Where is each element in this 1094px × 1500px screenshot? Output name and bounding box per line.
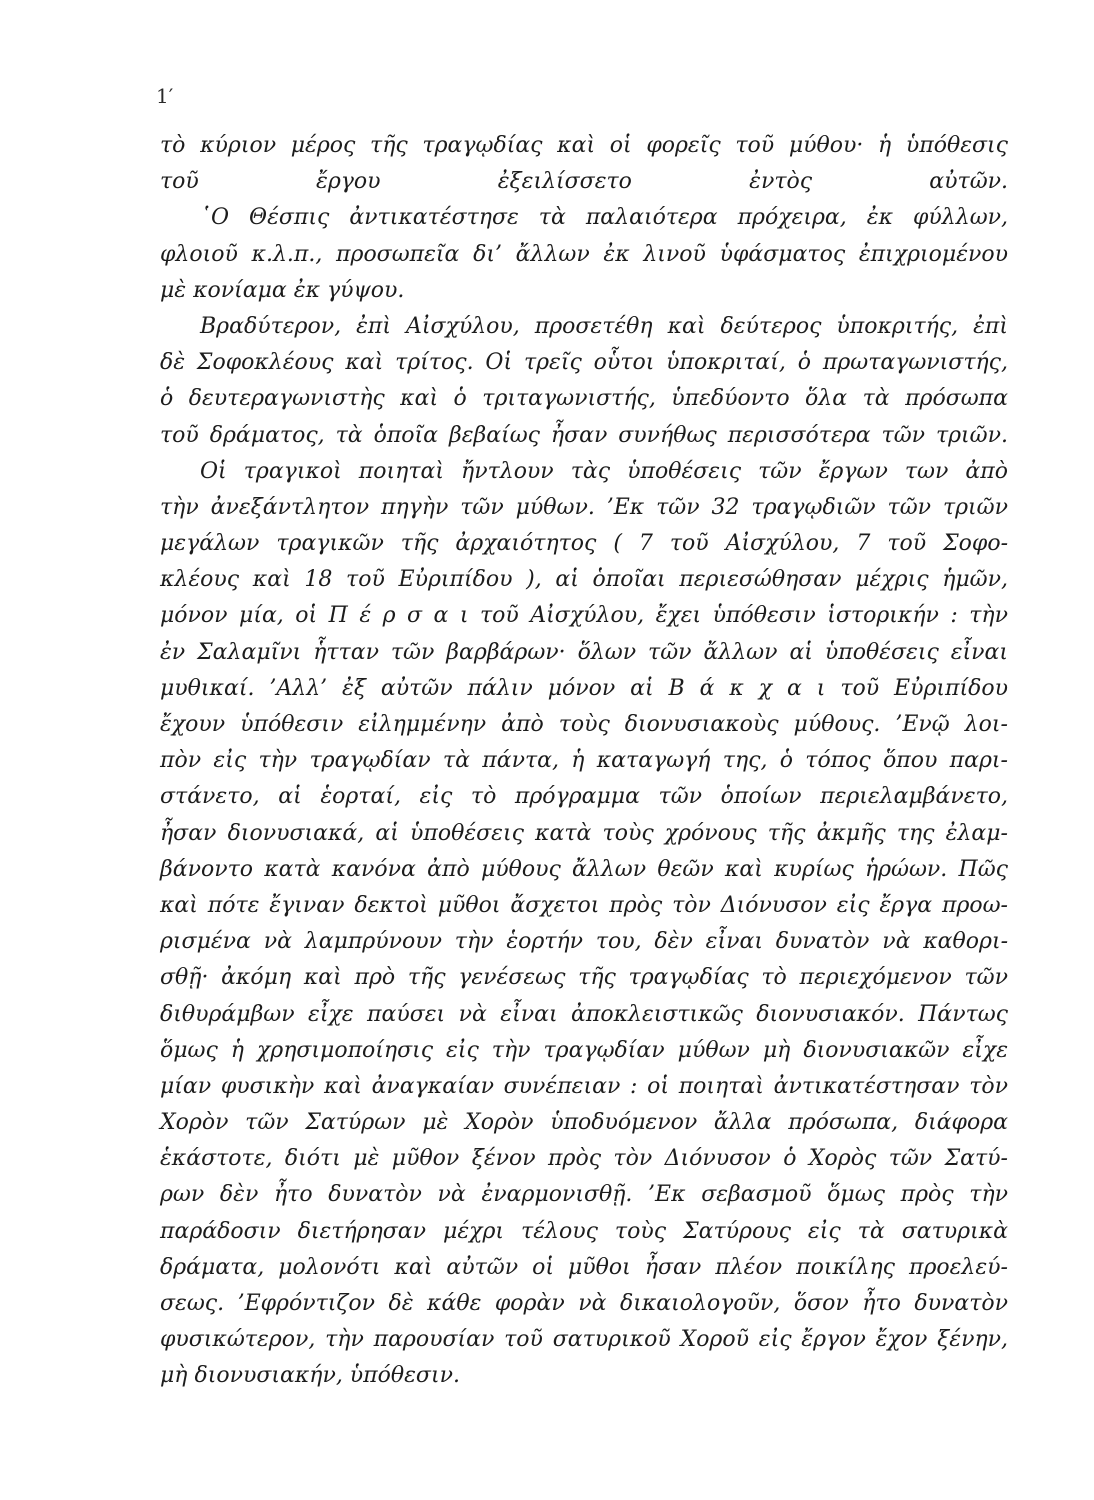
- text-line: φλοιοῦ κ.λ.π., προσωπεῖα δι’ ἄλλων ἐκ λινοῦ ὑφάσματος ἐπιχριομένου: [160, 241, 1008, 267]
- text-line: τοῦ δράματος, τὰ ὁποῖα βεβαίως ἦσαν συνήθως περισσότερα τῶν τριῶν.: [160, 422, 1008, 448]
- text-line: ἑκάστοτε, διότι μὲ μῦθον ξένον πρὸς τὸν Διόνυσον ὁ Χορὸς τῶν Σατύ-: [160, 1146, 1008, 1172]
- text-line: στάνετο, αἱ ἑορταί, εἰς τὸ πρόγραμμα τῶν ὁποίων περιελαμβάνετο,: [160, 784, 1008, 810]
- text-line: παράδοσιν διετήρησαν μέχρι τέλους τοὺς Σατύρους εἰς τὰ σατυρικὰ: [160, 1218, 1008, 1244]
- text-line: τὸ κύριον μέρος τῆς τραγῳδίας καὶ οἱ φορεῖς τοῦ μύθου· ἡ ὑπόθεσις: [160, 133, 1008, 158]
- text-line: Χορὸν τῶν Σατύρων μὲ Χορὸν ὑποδυόμενον ἄλλα πρόσωπα, διάφορα: [160, 1110, 1008, 1136]
- text-line: μὴ διονυσιακήν, ὑπόθεσιν.: [160, 1363, 460, 1389]
- body-text: [160, 128, 1008, 1395]
- text-line: μίαν φυσικὴν καὶ ἀναγκαίαν συνέπειαν : οἱ ποιηταὶ ἀντικατέστησαν τὸν: [160, 1073, 1008, 1099]
- text-line: Βραδύτερον, ἐπὶ Αἰσχύλου, προσετέθη καὶ δεύτερος ὑποκριτής, ἐπὶ: [200, 313, 1008, 339]
- text-line: μυθικαί. ’Αλλ’ ἐξ αὐτῶν πάλιν μόνον αἱ Β ά κ χ α ι τοῦ Εὐριπίδου: [160, 675, 1008, 701]
- text-line: διθυράμβων εἶχε παύσει νὰ εἶναι ἀποκλειστικῶς διονυσιακόν. Πάντως: [160, 1001, 1008, 1027]
- text-line: καὶ πότε ἔγιναν δεκτοὶ μῦθοι ἄσχετοι πρὸς τὸν Διόνυσον εἰς ἔργα προω-: [160, 892, 1008, 918]
- text-line: μὲ κονίαμα ἐκ γύψου.: [160, 277, 405, 303]
- text-line: σεως. ’Εφρόντιζον δὲ κάθε φορὰν νὰ δικαιολογοῦν, ὅσον ἦτο δυνατὸν: [160, 1291, 1008, 1316]
- text-line: βάνοντο κατὰ κανόνα ἀπὸ μύθους ἄλλων θεῶν καὶ κυρίως ἡρώων. Πῶς: [160, 856, 1008, 882]
- text-line: κλέους καὶ 18 τοῦ Εὐριπίδου ), αἱ ὁποῖαι περιεσώθησαν μέχρις ἡμῶν,: [160, 567, 1008, 593]
- text-line: ῾Ο Θέσπις ἀντικατέστησε τὰ παλαιότερα πρόχειρα, ἐκ φύλλων,: [200, 205, 1008, 231]
- text-line: πὸν εἰς τὴν τραγῳδίαν τὰ πάντα, ἡ καταγωγή της, ὁ τόπος ὅπου παρι-: [160, 748, 1008, 774]
- text-line: ἔχουν ὑπόθεσιν εἰλημμένην ἀπὸ τοὺς διονυσιακοὺς μύθους. ’Ενῷ λοι-: [160, 712, 1008, 737]
- text-line: ὁ δευτεραγωνιστὴς καὶ ὁ τριταγωνιστής, ὑπεδύοντο ὅλα τὰ πρόσωπα: [160, 386, 1008, 412]
- text-line: μεγάλων τραγικῶν τῆς ἀρχαιότητος ( 7 τοῦ Αἰσχύλου, 7 τοῦ Σοφο-: [160, 531, 1008, 557]
- text-line: δράματα, μολονότι καὶ αὐτῶν οἱ μῦθοι ἦσαν πλέον ποικίλης προελεύ-: [160, 1254, 1008, 1280]
- text-line: μόνον μία, οἱ Π έ ρ σ α ι τοῦ Αἰσχύλου, ἔχει ὑπόθεσιν ἱστορικήν : τὴν: [160, 603, 1008, 629]
- text-line: Οἱ τραγικοὶ ποιηταὶ ἤντλουν τὰς ὑποθέσεις τῶν ἔργων των ἀπὸ: [200, 458, 1008, 484]
- text-line: τοῦ ἔργου ἐξειλίσσετο ἐντὸς αὐτῶν.: [160, 169, 1008, 195]
- text-line: σθῇ· ἀκόμη καὶ πρὸ τῆς γενέσεως τῆς τραγῳδίας τὸ περιεχόμενον τῶν: [160, 965, 1008, 991]
- text-line: δὲ Σοφοκλέους καὶ τρίτος. Οἱ τρεῖς οὗτοι ὑποκριταί, ὁ πρωταγωνιστής,: [160, 350, 1008, 376]
- text-line: ἦσαν διονυσιακά, αἱ ὑποθέσεις κατὰ τοὺς χρόνους τῆς ἀκμῆς της ἐλαμ-: [160, 820, 1008, 846]
- text-line: φυσικώτερον, τὴν παρουσίαν τοῦ σατυρικοῦ Χοροῦ εἰς ἔργον ἔχον ξένην,: [160, 1327, 1008, 1353]
- text-line: ἐν Σαλαμῖνι ἧτταν τῶν βαρβάρων· ὅλων τῶν ἄλλων αἱ ὑποθέσεις εἶναι: [160, 639, 1008, 665]
- page-number: 1′: [156, 84, 174, 108]
- text-line: ρων δὲν ἦτο δυνατὸν νὰ ἐναρμονισθῇ. ’Εκ σεβασμοῦ ὅμως πρὸς τὴν: [160, 1182, 1008, 1208]
- text-line: ρισμένα νὰ λαμπρύνουν τὴν ἑορτήν του, δὲν εἶναι δυνατὸν νὰ καθορι-: [160, 929, 1008, 955]
- text-line: τὴν ἀνεξάντλητον πηγὴν τῶν μύθων. ’Εκ τῶν 32 τραγῳδιῶν τῶν τριῶν: [160, 494, 1008, 520]
- text-line: ὅμως ἡ χρησιμοποίησις εἰς τὴν τραγῳδίαν μύθων μὴ διονυσιακῶν εἶχε: [160, 1037, 1008, 1063]
